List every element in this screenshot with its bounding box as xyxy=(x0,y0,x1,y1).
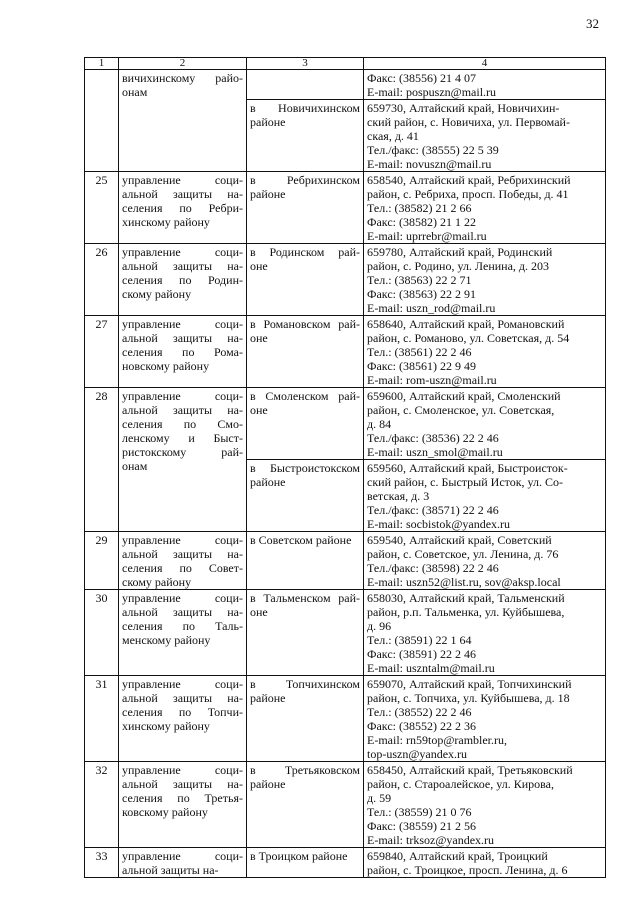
text-line: ветская, д. 3 xyxy=(367,489,430,503)
text-line: оне xyxy=(250,605,268,619)
district-cell xyxy=(247,762,364,848)
text-line: E-mail: uszn52@list.ru, sov@aksp.local xyxy=(367,575,561,589)
text-line: вичихинскому райо- xyxy=(122,71,243,85)
text-line: селения по Топчи- xyxy=(122,705,243,719)
row-number: 31 xyxy=(85,676,119,762)
agency-name xyxy=(119,676,247,762)
text-line: ский район, с. Новичиха, ул. Первомай- xyxy=(367,115,570,129)
text-line: в Романовском рай- xyxy=(250,317,360,331)
text-line: Факс: (38591) 22 2 46 xyxy=(367,647,476,661)
text-line: в Родинском рай- xyxy=(250,245,360,259)
row-number: 32 xyxy=(85,762,119,848)
header-col-4: 4 xyxy=(364,58,606,70)
text-line: E-mail: rn59top@rambler.ru, xyxy=(367,733,508,747)
text-line: хинскому району xyxy=(122,215,210,229)
text-line: в Троицком районе xyxy=(250,849,348,863)
text-line: альной защиты на- xyxy=(122,403,243,417)
text-line: селения по Рома- xyxy=(122,345,243,359)
text-line: E-mail: pospuszn@mail.ru xyxy=(367,85,497,99)
text-line: Тел.: (38563) 22 2 71 xyxy=(367,273,472,287)
agency-name xyxy=(119,532,247,590)
table-body xyxy=(85,58,606,878)
text-line: район, с. Ребриха, просп. Победы, д. 41 xyxy=(367,187,569,201)
text-line: 658450, Алтайский край, Третьяковский xyxy=(367,763,573,777)
text-line: район, с. Родино, ул. Ленина, д. 203 xyxy=(367,259,550,273)
district-cell xyxy=(247,848,364,878)
address-cell xyxy=(364,70,606,100)
text-line: Факс: (38556) 21 4 07 xyxy=(367,71,476,85)
text-line: скому району xyxy=(122,575,192,589)
text-line: альной защиты на- xyxy=(122,863,219,877)
text-line: E-mail: novuszn@mail.ru xyxy=(367,157,492,171)
text-line: оне xyxy=(250,403,268,417)
district-cell xyxy=(247,388,364,460)
agency-name xyxy=(119,590,247,676)
text-line: Тел.: (38582) 21 2 66 xyxy=(367,201,472,215)
district-cell xyxy=(247,460,364,532)
text-line: управление соци- xyxy=(122,245,243,259)
text-line: селения по Таль- xyxy=(122,619,243,633)
text-line: 659840, Алтайский край, Троицкий xyxy=(367,849,548,863)
text-line: новскому району xyxy=(122,359,210,373)
address-cell xyxy=(364,532,606,590)
row-number: 29 xyxy=(85,532,119,590)
address-cell xyxy=(364,676,606,762)
table-row xyxy=(85,590,606,676)
district-cell xyxy=(247,676,364,762)
text-line: в Топчихинском xyxy=(250,677,360,691)
text-line: 659540, Алтайский край, Советский xyxy=(367,533,552,547)
text-line: альной защиты на- xyxy=(122,259,243,273)
text-line: скому району xyxy=(122,287,192,301)
text-line: 658030, Алтайский край, Тальменский xyxy=(367,591,565,605)
district-cell xyxy=(247,532,364,590)
text-line: 659070, Алтайский край, Топчихинский xyxy=(367,677,572,691)
text-line: онам xyxy=(122,459,148,473)
text-line: д. 59 xyxy=(367,791,392,805)
text-line: селения по Смо- xyxy=(122,417,243,431)
text-line: E-mail: rom-uszn@mail.ru xyxy=(367,373,497,387)
text-line: в Советском районе xyxy=(250,533,352,547)
text-line: районе xyxy=(250,475,286,489)
text-line: селения по Родин- xyxy=(122,273,243,287)
text-line: альной защиты на- xyxy=(122,187,243,201)
text-line: Тел./факс: (38555) 22 5 39 xyxy=(367,143,499,157)
address-cell xyxy=(364,848,606,878)
address-cell xyxy=(364,590,606,676)
text-line: top-uszn@yandex.ru xyxy=(367,747,468,761)
table-row xyxy=(85,388,606,460)
district-cell xyxy=(247,244,364,316)
agency-name xyxy=(119,388,247,532)
text-line: E-mail: uszntalm@mail.ru xyxy=(367,661,495,675)
row-number xyxy=(85,70,119,172)
text-line: Тел.: (38591) 22 1 64 xyxy=(367,633,472,647)
text-line: район, с. Смоленское, ул. Советская, xyxy=(367,403,555,417)
text-line: 658640, Алтайский край, Романовский xyxy=(367,317,565,331)
header-col-3: 3 xyxy=(247,58,364,70)
text-line: Тел.: (38559) 21 0 76 xyxy=(367,805,472,819)
address-cell xyxy=(364,172,606,244)
text-line: ленскому и Быст- xyxy=(122,431,243,445)
text-line: альной защиты на- xyxy=(122,605,243,619)
text-line: хинскому району xyxy=(122,719,210,733)
text-line: 659730, Алтайский край, Новичихин- xyxy=(367,101,560,115)
text-line: Факс: (38559) 21 2 56 xyxy=(367,819,476,833)
row-number: 30 xyxy=(85,590,119,676)
table-row xyxy=(85,172,606,244)
text-line: управление соци- xyxy=(122,763,243,777)
district-cell xyxy=(247,316,364,388)
page-number: 32 xyxy=(586,16,599,31)
text-line: Факс: (38552) 22 2 36 xyxy=(367,719,476,733)
agency-name xyxy=(119,244,247,316)
district-cell xyxy=(247,70,364,100)
agency-name xyxy=(119,762,247,848)
text-line: в Быстроистокском xyxy=(250,461,360,475)
text-line: E-mail: uszn_smol@mail.ru xyxy=(367,445,503,459)
row-number: 27 xyxy=(85,316,119,388)
text-line: район, с. Топчиха, ул. Куйбышева, д. 18 xyxy=(367,691,570,705)
text-line: управление соци- xyxy=(122,533,243,547)
text-line: управление соци- xyxy=(122,173,243,187)
text-line: в Третьяковском xyxy=(250,763,360,777)
address-cell xyxy=(364,316,606,388)
text-line: районе xyxy=(250,187,286,201)
text-line: Факс: (38561) 22 9 49 xyxy=(367,359,476,373)
address-cell xyxy=(364,388,606,460)
agency-name xyxy=(119,848,247,878)
text-line: E-mail: socbistok@yandex.ru xyxy=(367,517,511,531)
text-line: в Смоленском рай- xyxy=(250,389,360,403)
text-line: район, р.п. Тальменка, ул. Куйбышева, xyxy=(367,605,565,619)
district-cell xyxy=(247,590,364,676)
text-line: районе xyxy=(250,691,286,705)
text-line: оне xyxy=(250,259,268,273)
table-row xyxy=(85,532,606,590)
agencies-table xyxy=(84,57,606,878)
text-line: 658540, Алтайский край, Ребрихинский xyxy=(367,173,571,187)
address-cell xyxy=(364,460,606,532)
row-number: 28 xyxy=(85,388,119,532)
text-line: управление соци- xyxy=(122,317,243,331)
table-row xyxy=(85,316,606,388)
address-cell xyxy=(364,100,606,172)
row-number: 25 xyxy=(85,172,119,244)
text-line: E-mail: uszn_rod@mail.ru xyxy=(367,301,496,315)
text-line: район, с. Советское, ул. Ленина, д. 76 xyxy=(367,547,559,561)
text-line: Тел.: (38552) 22 2 46 xyxy=(367,705,472,719)
address-cell xyxy=(364,244,606,316)
text-line: ристокскому рай- xyxy=(122,445,243,459)
text-line: альной защиты на- xyxy=(122,547,243,561)
row-number: 33 xyxy=(85,848,119,878)
text-line: районе xyxy=(250,777,286,791)
text-line: Факс: (38582) 21 1 22 xyxy=(367,215,476,229)
table-row xyxy=(85,848,606,878)
text-line: 659780, Алтайский край, Родинский xyxy=(367,245,553,259)
text-line: альной защиты на- xyxy=(122,331,243,345)
text-line: Факс: (38563) 22 2 91 xyxy=(367,287,476,301)
header-row xyxy=(85,58,606,70)
text-line: район, с. Романово, ул. Советская, д. 54 xyxy=(367,331,570,345)
text-line: Тел.: (38561) 22 2 46 xyxy=(367,345,472,359)
text-line: Тел./факс: (38536) 22 2 46 xyxy=(367,431,499,445)
text-line: селения по Третья- xyxy=(122,791,243,805)
text-line: управление соци- xyxy=(122,677,243,691)
district-cell xyxy=(247,172,364,244)
text-line: в Тальменском рай- xyxy=(250,591,360,605)
text-line: менскому району xyxy=(122,633,211,647)
text-line: д. 96 xyxy=(367,619,392,633)
header-col-2: 2 xyxy=(119,58,247,70)
text-line: ская, д. 41 xyxy=(367,129,419,143)
text-line: E-mail: trksoz@yandex.ru xyxy=(367,833,495,847)
text-line: 659600, Алтайский край, Смоленский xyxy=(367,389,561,403)
text-line: 659560, Алтайский край, Быстроисток- xyxy=(367,461,568,475)
text-line: д. 84 xyxy=(367,417,392,431)
table-row xyxy=(85,676,606,762)
table-row xyxy=(85,70,606,100)
row-number: 26 xyxy=(85,244,119,316)
text-line: район, с. Староалейское, ул. Кирова, xyxy=(367,777,554,791)
text-line: Тел./факс: (38571) 22 2 46 xyxy=(367,503,499,517)
text-line: управление соци- xyxy=(122,591,243,605)
text-line: селения по Ребри- xyxy=(122,201,243,215)
agency-name xyxy=(119,172,247,244)
table-row xyxy=(85,244,606,316)
agency-name xyxy=(119,70,247,172)
text-line: управление соци- xyxy=(122,389,243,403)
text-line: альной защиты на- xyxy=(122,777,243,791)
text-line: селения по Совет- xyxy=(122,561,243,575)
text-line: онам xyxy=(122,85,148,99)
text-line: управление соци- xyxy=(122,849,243,863)
table-row xyxy=(85,762,606,848)
text-line: оне xyxy=(250,331,268,345)
header-col-1: 1 xyxy=(85,58,119,70)
agency-name xyxy=(119,316,247,388)
text-line: ковскому району xyxy=(122,805,208,819)
text-line: Тел./факс: (38598) 22 2 46 xyxy=(367,561,499,575)
text-line: в Новичихинском xyxy=(250,101,360,115)
text-line: E-mail: uprrebr@mail.ru xyxy=(367,229,487,243)
address-cell xyxy=(364,762,606,848)
text-line: ский район, с. Быстрый Исток, ул. Со- xyxy=(367,475,564,489)
text-line: альной защиты на- xyxy=(122,691,243,705)
text-line: в Ребрихинском xyxy=(250,173,360,187)
text-line: районе xyxy=(250,115,286,129)
text-line: район, с. Троицкое, просп. Ленина, д. 6 xyxy=(367,863,568,877)
district-cell xyxy=(247,100,364,172)
